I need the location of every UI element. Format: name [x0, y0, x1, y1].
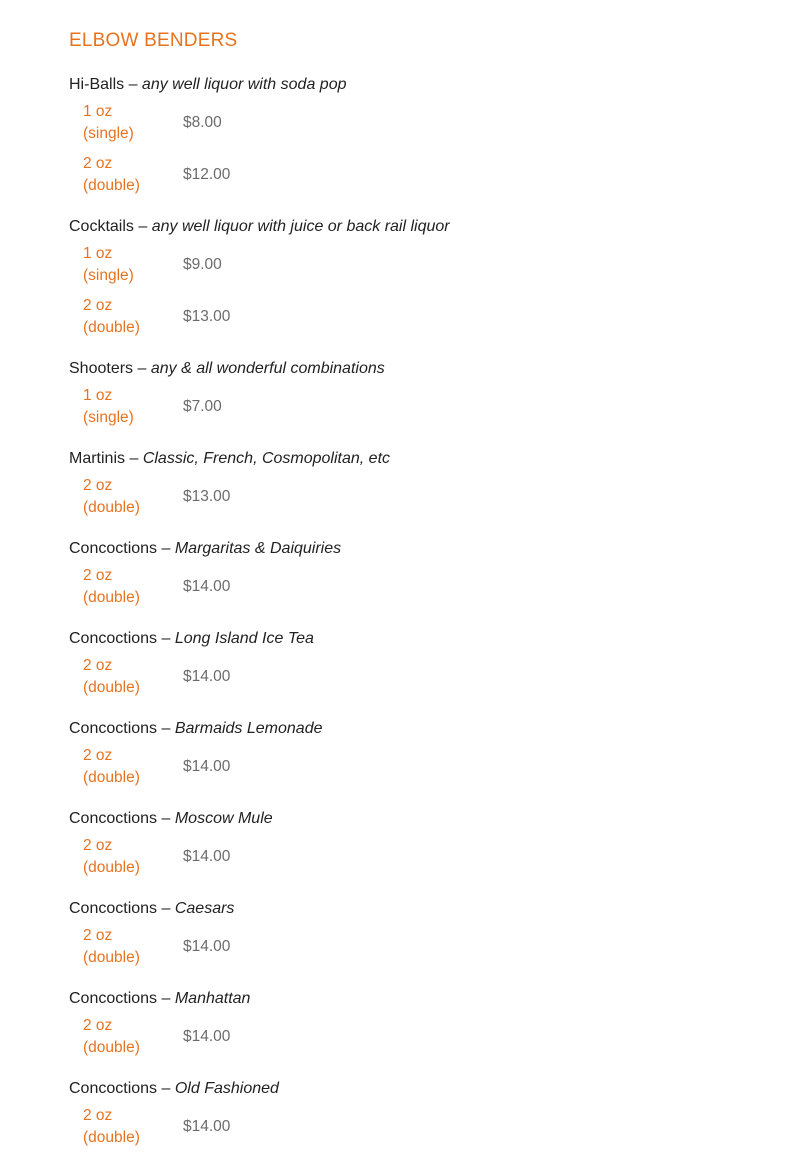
item-separator: –	[157, 900, 175, 917]
item-title	[69, 1077, 769, 1101]
item-description: any well liquor with soda pop	[141, 76, 347, 93]
item-title	[69, 717, 769, 741]
pour-size	[69, 153, 183, 198]
item-title	[69, 447, 769, 471]
pour-qualifier: (double)	[83, 769, 140, 786]
pour-amount: 1 oz	[83, 386, 113, 404]
item-title	[69, 897, 769, 921]
item-name: Concoctions	[69, 810, 158, 827]
price-row	[69, 831, 769, 883]
price: $13.00	[183, 308, 231, 325]
pour-size	[69, 835, 183, 880]
item-separator: –	[157, 630, 175, 647]
pour-amount: 2 oz	[83, 154, 113, 172]
item-title	[69, 627, 769, 651]
item-name: Concoctions	[69, 630, 158, 647]
pour-amount: 2 oz	[83, 1106, 113, 1124]
price-row	[69, 1101, 769, 1153]
pour-amount: 2 oz	[83, 476, 113, 494]
item-description: Barmaids Lemonade	[174, 720, 323, 737]
item-name: Concoctions	[69, 1080, 158, 1097]
price: $8.00	[183, 114, 222, 131]
price: $14.00	[183, 668, 231, 685]
price-row	[69, 471, 769, 523]
item-title	[69, 357, 769, 381]
pour-amount: 1 oz	[83, 102, 113, 120]
price-row	[69, 561, 769, 613]
pour-qualifier: (double)	[83, 499, 140, 516]
pour-qualifier: (double)	[83, 319, 140, 336]
price: $12.00	[183, 166, 231, 183]
menu-item	[69, 1077, 769, 1153]
pour-qualifier: (double)	[83, 1039, 140, 1056]
pour-amount: 2 oz	[83, 746, 113, 764]
item-name: Concoctions	[69, 990, 158, 1007]
item-name: Hi-Balls	[69, 76, 125, 93]
item-description: Long Island Ice Tea	[174, 630, 314, 647]
item-separator: –	[157, 810, 175, 827]
pour-qualifier: (single)	[83, 409, 134, 426]
item-name: Concoctions	[69, 540, 158, 557]
price-row	[69, 651, 769, 703]
pour-qualifier: (single)	[83, 125, 134, 142]
item-separator: –	[133, 360, 151, 377]
menu-item	[69, 807, 769, 883]
price: $9.00	[183, 256, 222, 273]
menu-item	[69, 987, 769, 1063]
price: $14.00	[183, 848, 231, 865]
pour-qualifier: (double)	[83, 1129, 140, 1146]
price: $13.00	[183, 488, 231, 505]
item-name: Concoctions	[69, 720, 158, 737]
item-separator: –	[157, 540, 175, 557]
price-row	[69, 291, 769, 343]
pour-size	[69, 655, 183, 700]
pour-amount: 2 oz	[83, 926, 113, 944]
menu-item	[69, 717, 769, 793]
menu-item	[69, 897, 769, 973]
item-title	[69, 537, 769, 561]
pour-amount: 2 oz	[83, 296, 113, 314]
menu-item	[69, 357, 769, 433]
menu-item	[69, 73, 769, 201]
pour-size	[69, 1015, 183, 1060]
price-row	[69, 1011, 769, 1063]
price-row	[69, 239, 769, 291]
price: $14.00	[183, 578, 231, 595]
pour-qualifier: (double)	[83, 177, 140, 194]
price: $14.00	[183, 758, 231, 775]
pour-size	[69, 385, 183, 430]
item-name: Shooters	[69, 360, 134, 377]
pour-size	[69, 745, 183, 790]
menu-item	[69, 537, 769, 613]
item-description: Margaritas & Daiquiries	[174, 540, 342, 557]
item-separator: –	[124, 76, 142, 93]
pour-size	[69, 295, 183, 340]
price-row	[69, 97, 769, 149]
price: $7.00	[183, 398, 222, 415]
price: $14.00	[183, 1118, 231, 1135]
pour-size	[69, 565, 183, 610]
pour-amount: 2 oz	[83, 566, 113, 584]
item-description: Caesars	[174, 900, 235, 917]
item-title	[69, 215, 769, 239]
item-separator: –	[125, 450, 143, 467]
item-description: Manhattan	[174, 990, 251, 1007]
menu-item	[69, 627, 769, 703]
pour-size	[69, 925, 183, 970]
pour-size	[69, 475, 183, 520]
section-title: ELBOW BENDERS	[69, 30, 238, 51]
item-description: Classic, French, Cosmopolitan, etc	[142, 450, 391, 467]
item-name: Concoctions	[69, 900, 158, 917]
pour-size	[69, 1105, 183, 1150]
price-row	[69, 381, 769, 433]
price-row	[69, 921, 769, 973]
item-title	[69, 73, 769, 97]
price-row	[69, 741, 769, 793]
pour-qualifier: (double)	[83, 679, 140, 696]
price-row	[69, 149, 769, 201]
item-name: Martinis	[69, 450, 126, 467]
item-description: Old Fashioned	[174, 1080, 279, 1097]
pour-size	[69, 101, 183, 146]
price: $14.00	[183, 1028, 231, 1045]
item-separator: –	[157, 720, 175, 737]
menu-items	[69, 73, 769, 1167]
item-description: any well liquor with juice or back rail liquor	[151, 218, 450, 235]
pour-amount: 2 oz	[83, 1016, 113, 1034]
price: $14.00	[183, 938, 231, 955]
item-description: any & all wonderful combinations	[150, 360, 385, 377]
item-description: Moscow Mule	[174, 810, 273, 827]
item-separator: –	[133, 218, 152, 235]
pour-amount: 1 oz	[83, 244, 113, 262]
pour-amount: 2 oz	[83, 656, 113, 674]
item-title	[69, 987, 769, 1011]
item-separator: –	[157, 1080, 175, 1097]
menu-item	[69, 447, 769, 523]
menu-item	[69, 215, 769, 343]
pour-size	[69, 243, 183, 288]
pour-qualifier: (double)	[83, 949, 140, 966]
item-title	[69, 807, 769, 831]
item-name: Cocktails	[69, 218, 134, 235]
pour-qualifier: (single)	[83, 267, 134, 284]
pour-qualifier: (double)	[83, 859, 140, 876]
pour-qualifier: (double)	[83, 589, 140, 606]
pour-amount: 2 oz	[83, 836, 113, 854]
item-separator: –	[157, 990, 175, 1007]
